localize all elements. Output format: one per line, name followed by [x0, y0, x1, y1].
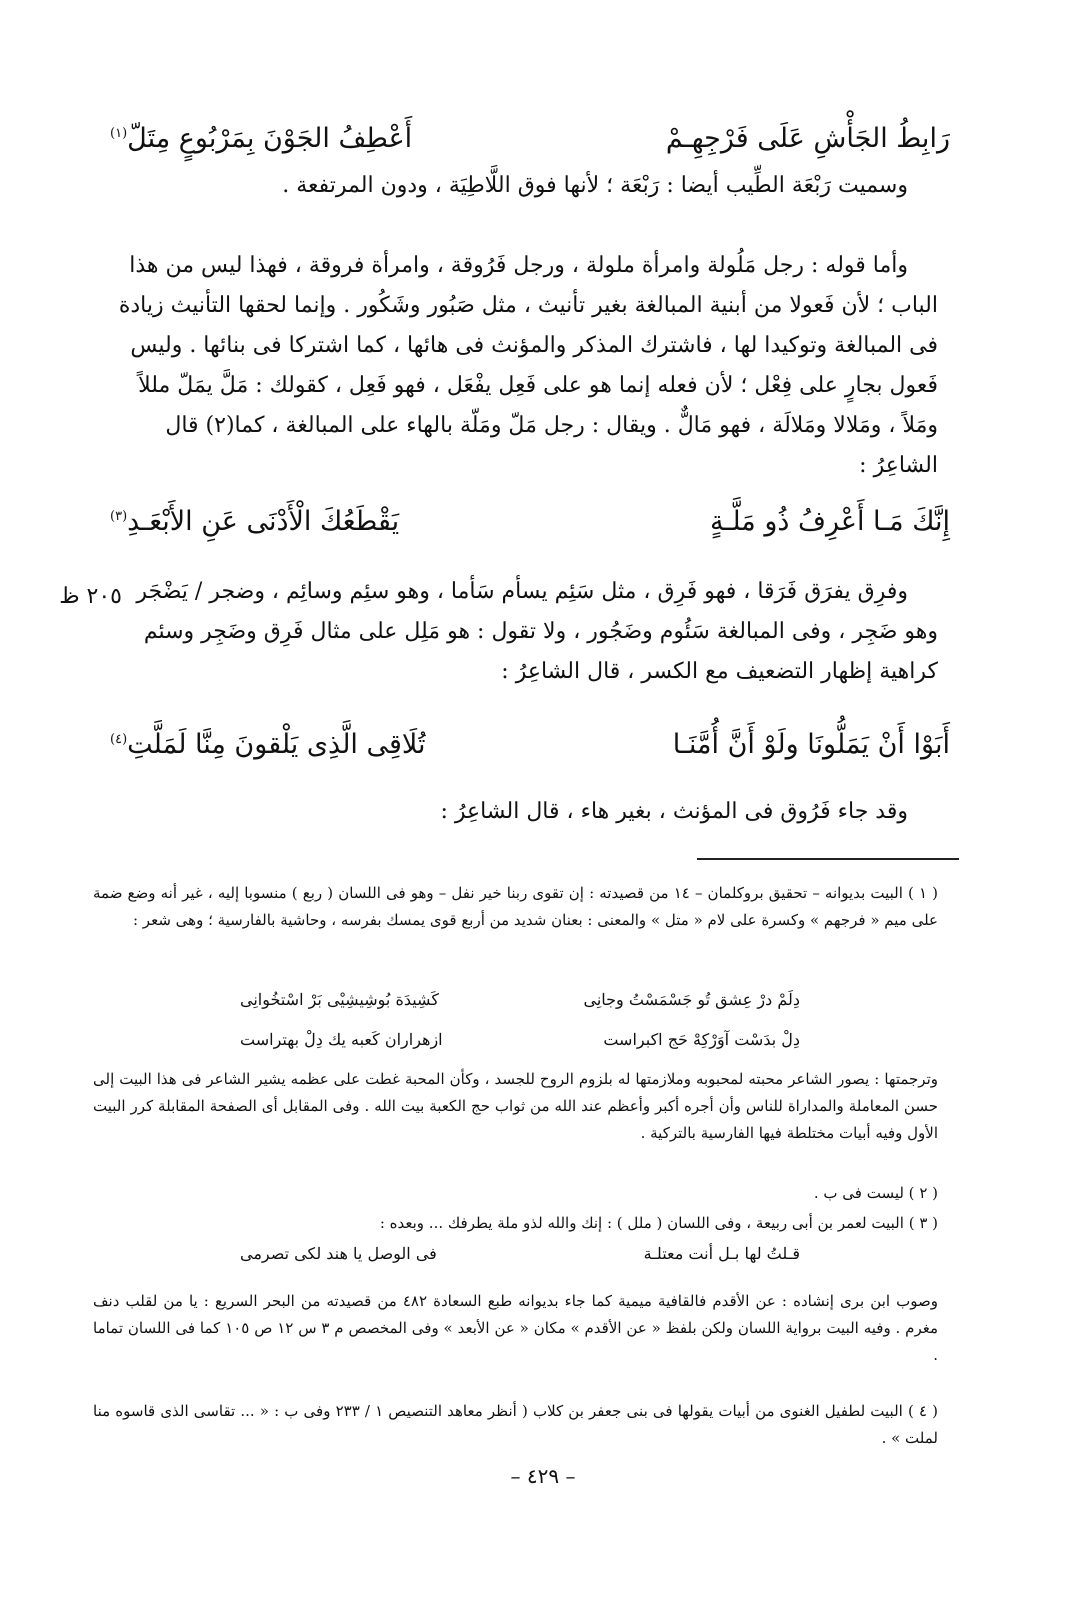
verse-3-first-hemistich: أَبَوْا أَنْ يَمَلُّونَا ولَوْ أَنَّ أُمَّنَـا — [672, 728, 950, 760]
verse-2 — [110, 492, 950, 550]
footnote-verse-1 — [240, 986, 800, 1012]
paragraph-2: وأما قوله : رجل مَلُولة وامرأة ملولة ، ورجل فَرُوقة ، وامرأة فروقة ، فهذا ليس من هذا الباب ؛ لأن فَعولا من أبنية المبالغة بغير تأنيث ، مثل صَبُور وشَكُور . وإنما لحقها التأنيث زيادة فى المبالغة وتوكيدا لها ، فاشترك المذكر والمؤنث فى هائها ، كما اشتركا فى بنائها . وليس فَعول بجارٍ على فِعْل ؛ لأن فعله إنما هو على فَعِل يفْعَل ، فهو فَعِل ، كقولك : مَلَّ يمَلّ مللاً ومَلاً ، ومَلالا ومَلالَة ، فهو مَالٌّ . ويقال : رجل مَلّ ومَلّة بالهاء على المبالغة ، كما(٢) قال الشاعِرُ : — [118, 253, 938, 478]
footnote-verse-2-left: ازهراران كَعبه يك دِلْ بهتراست — [240, 1029, 443, 1049]
footnote-verse-3-right: قـلتُ لها بـل أنت معتلـة — [643, 1243, 800, 1263]
verse-1-second-text: أَعْطِفُ الجَوْنَ بِمَرْبُوعٍ مِتَلّ — [127, 122, 413, 154]
footnote-verse-1-right: دِلَمْ درْ عِشق تُو جَسْمَسْتُ وجانِى — [583, 989, 800, 1009]
footnote-3: ( ٣ ) البيت لعمر بن أبى ربيعة ، وفى اللسان ( ملل ) : إنك والله لذو ملة يطرفك ... وبعده : — [379, 1214, 938, 1232]
verse-3-second-text: تُلَاقِى الَّذِى يَلْقونَ مِنَّا لَمَلَّتِ — [127, 728, 426, 760]
footnote-verse-3-left: فى الوصل يا هند لكى تصرمى — [240, 1243, 437, 1263]
page-number: – ٤٢٩ – — [510, 1464, 576, 1488]
footnote-verse-2 — [240, 1026, 800, 1052]
footnote-verse-2-right: دِلْ بدَسْت آوَرْكِهْ حَج اكبراست — [603, 1029, 800, 1049]
footnote-3-continued: وصوب ابن برى إنشاده : عن الأقدم فالقافية ميمية كما جاء بديوانه طبع السعادة ٤٨٢ من قصيدته من البحر السريع : يا من لقلب دنف مغرم . وفيه البيت برواية اللسان ولكن بلفظ « عن الأقدم » مكان « عن الأبعد » وفى المخصص م ٣ س ١٢ ص ١٠٥ كما فى اللسان تماما . — [93, 1292, 939, 1364]
footnote-1: ( ١ ) البيت بديوانه – تحقيق بروكلمان – ١٤ من قصيدته : إن تقوى ربنا خير نفل – وهو فى اللسان ( ربع ) منسوبا إليه ، غير أنه وضع ضمة على ميم « فرجهم » وكسرة على لام « متل » والمعنى : بعنان شديد من أربع قوى يمسك بفرسه ، وحاشية بالفارسية ؛ وهى شعر : — [93, 884, 939, 929]
paragraph-3: وفرِق يفرَق فَرَقا ، فهو فَرِق ، مثل سَئِم يسأم سَأما ، وهو سئِم وسائِم ، وضجر / يَضْجَر وهو ضَجِر ، وفى المبالغة سَئُوم وضَجُور ، ولا تقول : هو مَلِل على مثال فَرِق وضَجِر وسئم كراهية إظهار التضعيف مع الكسر ، قال الشاعِرُ : — [136, 579, 938, 684]
footnote-divider — [697, 858, 959, 860]
verse-3-second-hemistich — [110, 729, 426, 760]
footnote-2: ( ٢ ) ليست فى ب . — [813, 1184, 938, 1202]
verse-2-first-hemistich: إِنَّكَ مَـا أَعْرِفُ ذُو مَلَّـةٍ — [709, 505, 950, 537]
footnote-1-translation: وترجمتها : يصور الشاعر محبته لمحبوبه وملازمتها له بلزوم الروح للجسد ، وكأن المحبة غطت على عظمه يشير الشاعر فى هذا البيت إلى حسن المعاملة والمداراة للناس وأن أجره أكبر وأعظم عند الله من ثواب حج الكعبة بيت الله . وفى المقابل أى الصفحة المقابلة كرر البيت الأول وفيه أبيات مختلطة فيها الفارسية بالتركية . — [93, 1070, 938, 1142]
verse-2-second-hemistich — [110, 506, 399, 537]
footnote-ref-4: (٤) — [110, 731, 128, 747]
footnote-verse-1-left: كَشِيدَة بُوشِيشِيْى بَرْ اسْتخُوانِى — [240, 989, 439, 1009]
footnote-ref-1: (١) — [110, 125, 128, 141]
verse-3 — [110, 715, 950, 773]
footnote-4: ( ٤ ) البيت لطفيل الغنوى من أبيات يقولها فى بنى جعفر بن كلاب ( أنظر معاهد التنصيص ١ / ٢٣٣ وفى ب : « ... تقاسى الذى قاسوه منا لملت » . — [93, 1402, 938, 1447]
margin-folio-note: ٢٠٥ ظ — [59, 584, 122, 609]
paragraph-1: وسميت رَبْعَة الطِّيب أيضا : رَبْعَة ؛ لأنها فوق اللَّاطِيَة ، ودون المرتفعة . — [282, 173, 908, 198]
paragraph-4: وقد جاء فَرُوق فى المؤنث ، بغير هاء ، قال الشاعِرُ : — [440, 799, 908, 824]
verse-1 — [110, 109, 950, 167]
verse-1-second-hemistich — [110, 123, 412, 154]
verse-1-first-hemistich: رَابِطُ الجَأْشِ عَلَى فَرْجِهِـمْ — [665, 122, 950, 154]
footnote-verse-3 — [240, 1240, 800, 1266]
verse-2-second-text: يَقْطَعُكَ الْأَدْنَى عَنِ الأَبْعَـدِ — [127, 505, 400, 537]
footnote-ref-3: (٣) — [110, 508, 128, 524]
